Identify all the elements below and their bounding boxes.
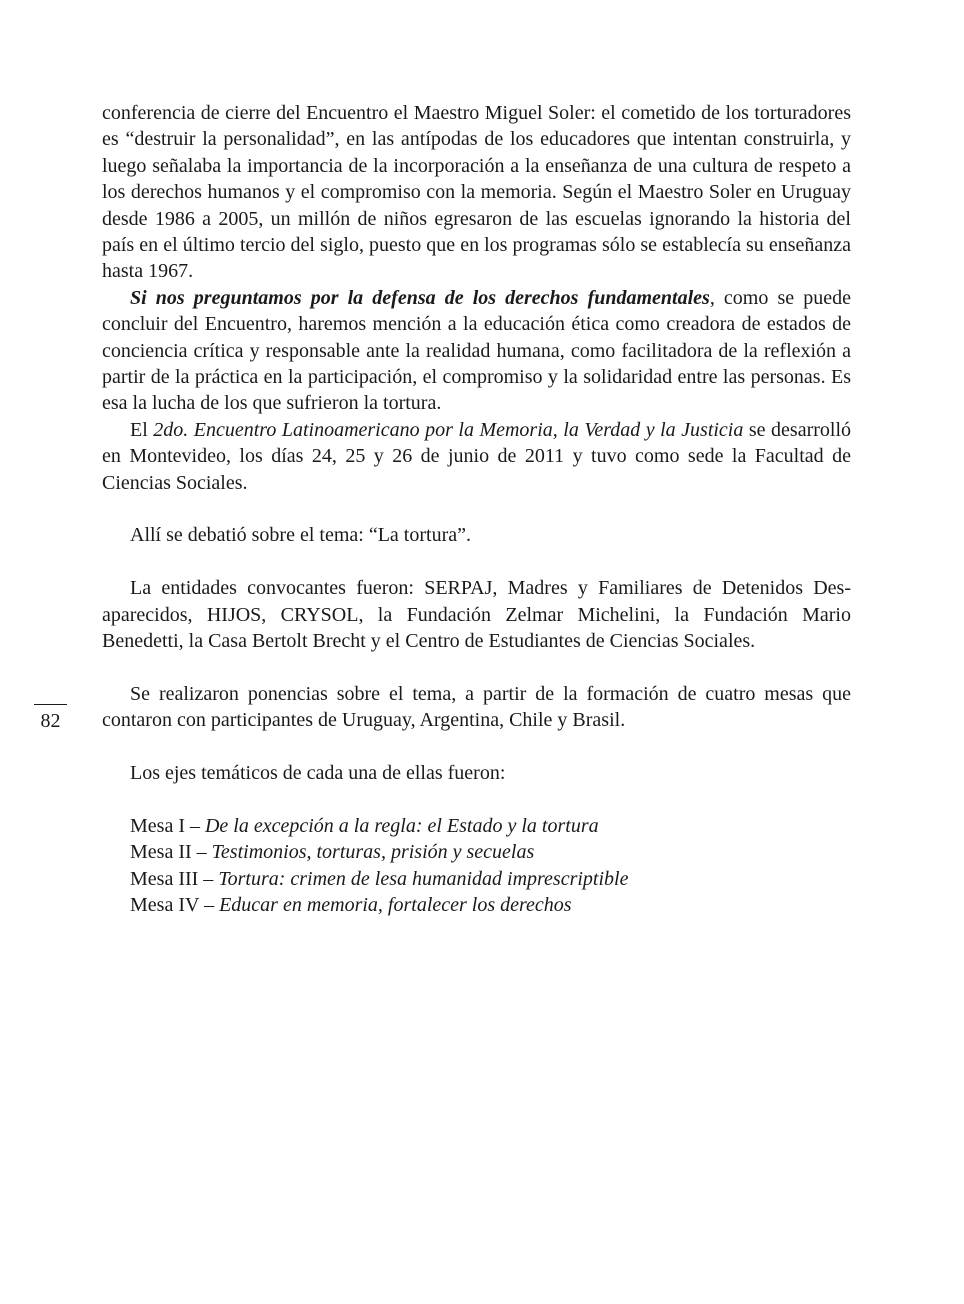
paragraph-encuentro-rest: se desarrolló en Montevideo, los días 24, 25 y 26 de junio de 2011 y tuvo como sede la Facultad de Ciencias Sociales. bbox=[102, 418, 851, 494]
paragraph-ejes: Los ejes temáticos de cada una de ellas fueron: bbox=[130, 762, 506, 785]
mesa-title: Educar en memoria, fortalecer los derechos bbox=[219, 894, 572, 917]
paragraph-derechos-fundamentales bbox=[102, 285, 851, 417]
mesa-title: Testimonios, torturas, prisión y secuelas bbox=[211, 841, 535, 864]
mesa-item bbox=[102, 813, 851, 839]
paragraph-derechos-text: , como se puede concluir del Encuentro, haremos mención a la educación ética como creadora de estados de conciencia crítica y responsable ante la realidad humana, como facilitadora de la reflexión a partir de la práctica en la participación, el compromiso y la solidaridad entre las personas. Es esa la lucha de los que sufrieron la tortura. bbox=[102, 286, 851, 415]
paragraph-ponencias: Se realizaron ponencias sobre el tema, a partir de la formación de cuatro mesas que contaron con participantes de Uruguay, Argentina, Chile y Brasil. bbox=[102, 682, 851, 732]
mesa-title: Tortura: crimen de lesa humanidad imprescriptible bbox=[218, 867, 629, 890]
mesa-label: Mesa IV – bbox=[130, 894, 220, 917]
mesa-item bbox=[102, 892, 851, 918]
mesa-label: Mesa II – bbox=[130, 841, 212, 864]
emphasis-derechos-fundamentales: Si nos preguntamos por la defensa de los derechos fundamentales bbox=[130, 286, 710, 309]
encuentro-title: 2do. Encuentro Latinoamericano por la Memoria, la Verdad y la Justicia bbox=[153, 418, 744, 441]
mesa-item bbox=[102, 866, 851, 892]
paragraph-tema: Allí se debatió sobre el tema: “La tortura”. bbox=[130, 524, 471, 547]
mesa-item bbox=[102, 839, 851, 865]
paragraph-entidades: La entidades convocantes fueron: SERPAJ, Madres y Familiares de Detenidos Desaparecidos, HIJOS, CRYSOL, la Fundación Zelmar Michelini, la Fundación Mario Benedetti, la Casa Bertolt Brecht y el Centro de Estudiantes de Ciencias Sociales. bbox=[102, 577, 851, 653]
mesa-label: Mesa III – bbox=[130, 867, 219, 890]
paragraph-conferencia: conferencia de cierre del Encuentro el Maestro Miguel Soler: el cometido de los torturadores es “destruir la personalidad”, en las antípodas de los educadores que intentan construirla, y luego señalaba la importancia de la incorporación a la enseñanza de una cultura de respeto a los derechos humanos y el compromiso con la memoria. Según el Maestro Soler en Uruguay desde 1986 a 2005, un millón de niños egresaron de las escuelas ignorando la historia del país en el último tercio del siglo, puesto que en los programas sólo se establecía su enseñanza hasta 1967. bbox=[102, 102, 851, 283]
page-number: 82 bbox=[40, 710, 61, 732]
paragraph-encuentro bbox=[102, 417, 851, 496]
page-number-rule bbox=[34, 704, 67, 705]
mesa-title: De la excepción a la regla: el Estado y la tortura bbox=[204, 814, 599, 837]
paragraph-encuentro-start: El bbox=[130, 418, 154, 441]
mesa-list bbox=[102, 813, 851, 919]
mesa-label: Mesa I – bbox=[130, 814, 205, 837]
body-text bbox=[102, 100, 851, 919]
